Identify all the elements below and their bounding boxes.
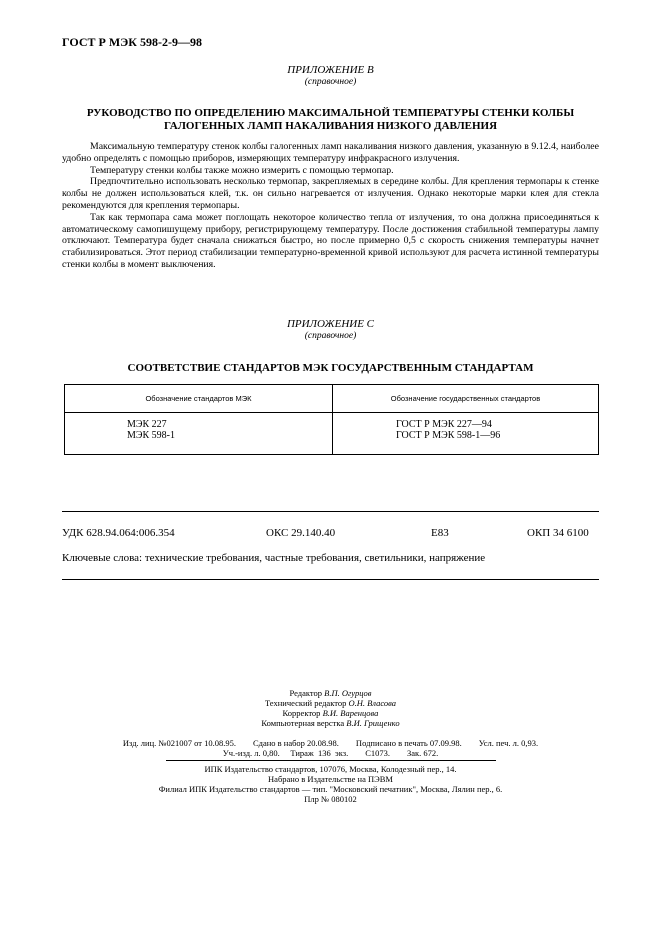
divider-bottom bbox=[62, 579, 599, 580]
imprint-line1: Изд. лиц. №021007 от 10.08.95. Сдано в набор 20.08.98. Подписано в печать 07.09.98. Усл. печ. л. 0,93. bbox=[122, 738, 539, 748]
corrector-name: В.И. Варенцова bbox=[322, 708, 379, 718]
appendix-c-title: ПРИЛОЖЕНИЕ С bbox=[286, 318, 375, 330]
udk-code: УДК 628.94.064:006.354 bbox=[62, 527, 175, 539]
appendix-b-title: ПРИЛОЖЕНИЕ В bbox=[287, 64, 374, 76]
imprint-editors bbox=[0, 688, 661, 728]
corrector-line bbox=[0, 708, 661, 718]
layout-name: В.И. Грищенко bbox=[346, 718, 400, 728]
divider-top bbox=[62, 511, 599, 512]
table-cell: ГОСТ Р МЭК 598-1—96 bbox=[396, 430, 501, 441]
corrector-label: Корректор bbox=[282, 708, 321, 718]
table-cell: ГОСТ Р МЭК 227—94 bbox=[396, 419, 492, 430]
appendix-c-heading: СООТВЕТСТВИЕ СТАНДАРТОВ МЭК ГОСУДАРСТВЕННЫМ СТАНДАРТАМ bbox=[127, 362, 534, 374]
layout-line bbox=[0, 718, 661, 728]
table-cell: МЭК 227 bbox=[127, 419, 167, 430]
table-header-gost: Обозначение государственных стандартов bbox=[390, 394, 541, 403]
table-header-rule bbox=[65, 412, 598, 413]
tech-editor-label: Технический редактор bbox=[264, 698, 347, 708]
tech-editor-name: О.Н. Власова bbox=[348, 698, 397, 708]
publisher-block bbox=[0, 764, 661, 804]
paragraph: Предпочтительно использовать несколько термопар, закрепляемых в середине колбы. Для крепления термопары к стенке колбы не должен использоваться клей, т.к. он сильно нагревается от излучения. Однако некоторые марки клея для стекла рекомендуются для крепления термопары. bbox=[62, 176, 599, 211]
appendix-b-heading-line2: ГАЛОГЕННЫХ ЛАМП НАКАЛИВАНИЯ НИЗКОГО ДАВЛЕНИЯ bbox=[163, 120, 498, 132]
publisher-line: Плр № 080102 bbox=[304, 794, 357, 804]
appendix-b-heading-line1: РУКОВОДСТВО ПО ОПРЕДЕЛЕНИЮ МАКСИМАЛЬНОЙ ТЕМПЕРАТУРЫ СТЕНКИ КОЛБЫ bbox=[86, 107, 575, 119]
layout-label: Компьютерная верстка bbox=[261, 718, 345, 728]
document-id: ГОСТ Р МЭК 598-2-9—98 bbox=[62, 35, 202, 49]
e-code: Е83 bbox=[431, 527, 449, 539]
oks-code: ОКС 29.140.40 bbox=[266, 527, 336, 539]
publisher-line: ИПК Издательство стандартов, 107076, Москва, Колодезный пер., 14. bbox=[204, 764, 457, 774]
publisher-line: Филиал ИПК Издательство стандартов — тип. "Московский печатник", Москва, Лялин пер., 6. bbox=[158, 784, 503, 794]
appendix-b-body bbox=[62, 141, 599, 271]
imprint-rule bbox=[166, 760, 496, 761]
paragraph: Температуру стенки колбы также можно измерить с помощью термопар. bbox=[90, 164, 394, 176]
table-header-iec: Обозначение стандартов МЭК bbox=[145, 394, 252, 403]
paragraph: Так как термопара сама может поглощать некоторое количество тепла от излучения, то она должна присоединяться к автоматическому самопишущему прибору, регистрирующему температуру. После достижения стабильной температуры лампу отключают. Температура будет сначала снижаться быстро, но после примерно 0,5 с скорость снижения температуры начнет стабилизироваться. Этот период стабилизации температурно-временной кривой используют для расчета истинной температуры стенки колбы в момент выключения. bbox=[62, 211, 599, 270]
paragraph: Максимальную температуру стенок колбы галогенных ламп накаливания низкого давления, указанную в 9.12.4, наиболее удобно определять с помощью приборов, измеряющих температуру инфракрасного излучения. bbox=[62, 141, 599, 164]
keywords: Ключевые слова: технические требования, частные требования, светильники, напряжение bbox=[62, 552, 486, 564]
table-cell: МЭК 598-1 bbox=[127, 430, 175, 441]
appendix-c-note: (справочное) bbox=[304, 331, 357, 341]
editor-name: В.П. Огурцов bbox=[324, 688, 372, 698]
standards-table bbox=[64, 384, 599, 455]
tech-editor-line bbox=[0, 698, 661, 708]
okp-code: ОКП 34 6100 bbox=[527, 527, 589, 539]
editor-line bbox=[0, 688, 661, 698]
editor-label: Редактор bbox=[289, 688, 322, 698]
publisher-line: Набрано в Издательстве на ПЭВМ bbox=[268, 774, 393, 784]
appendix-b-note: (справочное) bbox=[304, 77, 357, 87]
imprint-line2: Уч.-изд. л. 0,80. Тираж 136 экз. С1073. Зак. 672. bbox=[222, 748, 439, 758]
